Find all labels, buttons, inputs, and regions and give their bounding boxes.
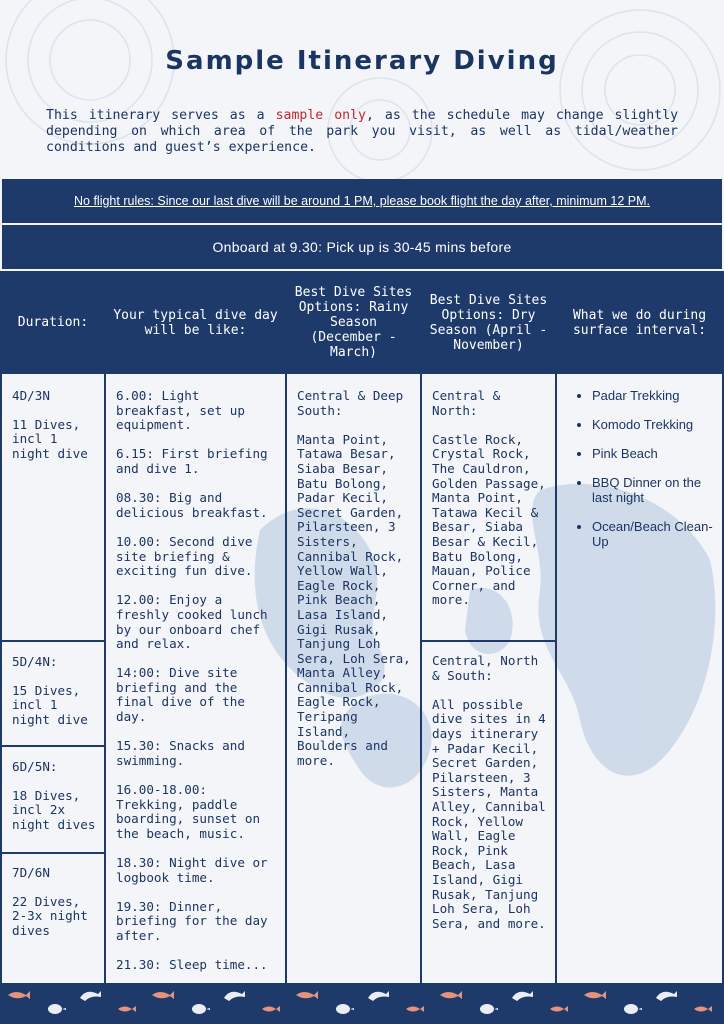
page-title: Sample Itinerary Diving bbox=[165, 46, 559, 76]
schedule-item: 6.15: First briefing and dive 1. bbox=[116, 446, 268, 476]
turtle-icon bbox=[480, 1004, 498, 1014]
row-divider bbox=[0, 640, 106, 642]
duration-7d6n bbox=[12, 866, 98, 938]
surface-activity-item: • BBQ Dinner on the last night bbox=[592, 475, 716, 505]
rainy-season-sites bbox=[297, 376, 415, 983]
shark-icon bbox=[584, 991, 606, 999]
duration-label: 5D/4N: bbox=[12, 654, 58, 669]
schedule-item: 12.00: Enjoy a freshly cooked lunch by our onboard chef and relax. bbox=[116, 592, 268, 652]
duration-desc: 22 Dives, 2-3x night dives bbox=[12, 893, 88, 938]
shark-icon bbox=[152, 991, 174, 999]
duration-label: 4D/3N bbox=[12, 388, 50, 403]
rainy-site-list: Manta Point, Tatawa Besar, Siaba Besar, Batu Bolong, Padar Kecil, Secret Garden, Pilarsteen, 3 Sisters, Cannibal Rock, Yellow Wall, Eagle Rock, Pink Beach, Lasa Island, Gigi Rusak, Tanjung Loh Sera, Loh Sera, Manta Alley, Cannibal Rock, Eagle Rock, Teripang Island, Boulders and more. bbox=[297, 431, 411, 768]
dolphin-icon bbox=[656, 991, 677, 1001]
fish-icon bbox=[406, 1006, 424, 1012]
schedule-item: 6.00: Light breakfast, set up equipment. bbox=[116, 388, 245, 433]
surface-activity-item: • Padar Trekking bbox=[592, 388, 716, 403]
surface-activity-item: • Ocean/Beach Clean-Up bbox=[592, 519, 716, 549]
footer-marine-pattern bbox=[0, 983, 724, 1024]
surface-activity-item: • Pink Beach bbox=[592, 446, 716, 461]
intro-text-before: This itinerary serves as a bbox=[46, 108, 276, 123]
dolphin-icon bbox=[224, 991, 245, 1001]
row-divider bbox=[0, 745, 106, 747]
shark-icon bbox=[8, 991, 30, 999]
turtle-icon bbox=[192, 1004, 210, 1014]
header-dry-season: Best Dive Sites Options: Dry Season (April - November) bbox=[422, 271, 555, 374]
duration-4d3n bbox=[12, 389, 98, 461]
dry-region: Central, North & South: bbox=[432, 653, 539, 683]
surface-activities bbox=[572, 376, 716, 983]
header-duration: Duration: bbox=[2, 271, 104, 374]
duration-desc: 15 Dives, incl 1 night dive bbox=[12, 682, 88, 727]
duration-6d5n bbox=[12, 760, 98, 832]
surface-activity-item: • Komodo Trekking bbox=[592, 417, 716, 432]
dolphin-icon bbox=[368, 991, 389, 1001]
dry-season-sites-north bbox=[432, 376, 550, 640]
table-border-left bbox=[0, 271, 2, 983]
row-divider bbox=[420, 640, 557, 642]
turtle-icon bbox=[336, 1004, 354, 1014]
schedule-item: 15.30: Snacks and swimming. bbox=[116, 738, 245, 768]
fish-icon bbox=[262, 1006, 280, 1012]
turtle-icon bbox=[624, 1004, 642, 1014]
column-divider bbox=[104, 271, 106, 983]
schedule-item: 10.00: Second dive site briefing & exciting fun dive. bbox=[116, 533, 253, 579]
shark-icon bbox=[440, 991, 462, 999]
column-divider bbox=[285, 271, 287, 983]
rainy-region: Central & Deep South: bbox=[297, 388, 404, 418]
duration-label: 6D/5N: bbox=[12, 759, 58, 774]
intro-highlight: sample only bbox=[275, 108, 366, 123]
column-divider bbox=[555, 271, 557, 983]
turtle-icon bbox=[48, 1004, 66, 1014]
schedule-item: 21.30: Sleep time... bbox=[116, 957, 268, 973]
flight-rules-banner[interactable]: No flight rules: Since our last dive will be around 1 PM, please book flight the day after, minimum 12 PM. bbox=[2, 179, 722, 223]
dry-season-sites-full bbox=[432, 642, 550, 982]
fish-icon bbox=[118, 1006, 136, 1012]
dolphin-icon bbox=[80, 991, 101, 1001]
header-surface-interval: What we do during surface interval: bbox=[557, 271, 722, 374]
header-typical-day: Your typical dive day will be like: bbox=[106, 271, 285, 374]
duration-5d4n bbox=[12, 655, 98, 727]
header-rainy-season: Best Dive Sites Options: Rainy Season (December - March) bbox=[287, 271, 420, 374]
intro-text-after: , as the schedule may change slightly depending on which area of the park you visit, as well as tidal/weather conditions and guest’s experience. bbox=[46, 108, 679, 155]
dry-region: Central & North: bbox=[432, 388, 501, 418]
dry-site-list: All possible dive sites in 4 days itinerary + Padar Kecil, Secret Garden, Pilarsteen, 3 Sisters, Manta Alley, Cannibal Rock, Yellow Wall, Eagle Rock, Pink Beach, Lasa Island, Gigi Rusak, Tanjung Loh Sera, Loh Sera, and more. bbox=[432, 696, 546, 931]
schedule-item: 19.30: Dinner, briefing for the day after. bbox=[116, 898, 268, 943]
surface-activity-list bbox=[572, 388, 716, 549]
duration-label: 7D/6N bbox=[12, 865, 50, 880]
duration-desc: 18 Dives, incl 2x night dives bbox=[12, 787, 96, 832]
fish-icon bbox=[694, 1006, 712, 1012]
intro-paragraph bbox=[46, 108, 678, 156]
duration-desc: 11 Dives, incl 1 night dive bbox=[12, 416, 88, 461]
column-divider bbox=[420, 271, 422, 983]
typical-day-schedule bbox=[116, 376, 278, 983]
schedule-item: 08.30: Big and delicious breakfast. bbox=[116, 490, 268, 520]
dolphin-icon bbox=[512, 991, 533, 1001]
row-divider bbox=[0, 852, 106, 854]
schedule-item: 18.30: Night dive or logbook time. bbox=[116, 855, 268, 885]
schedule-item: 16.00-18.00: Trekking, paddle boarding, sunset on the beach, music. bbox=[116, 782, 261, 841]
dry-site-list: Castle Rock, Crystal Rock, The Cauldron, Golden Passage, Manta Point, Tatawa Kecil & Besar, Siaba Besar & Kecil, Batu Bolong, Mauan, Police Corner, and more. bbox=[432, 431, 546, 608]
schedule-item: 14:00: Dive site briefing and the final dive of the day. bbox=[116, 665, 245, 725]
footer-icons bbox=[0, 983, 724, 1024]
fish-icon bbox=[550, 1006, 568, 1012]
onboard-banner: Onboard at 9.30: Pick up is 30-45 mins before bbox=[2, 225, 722, 269]
shark-icon bbox=[296, 991, 318, 999]
